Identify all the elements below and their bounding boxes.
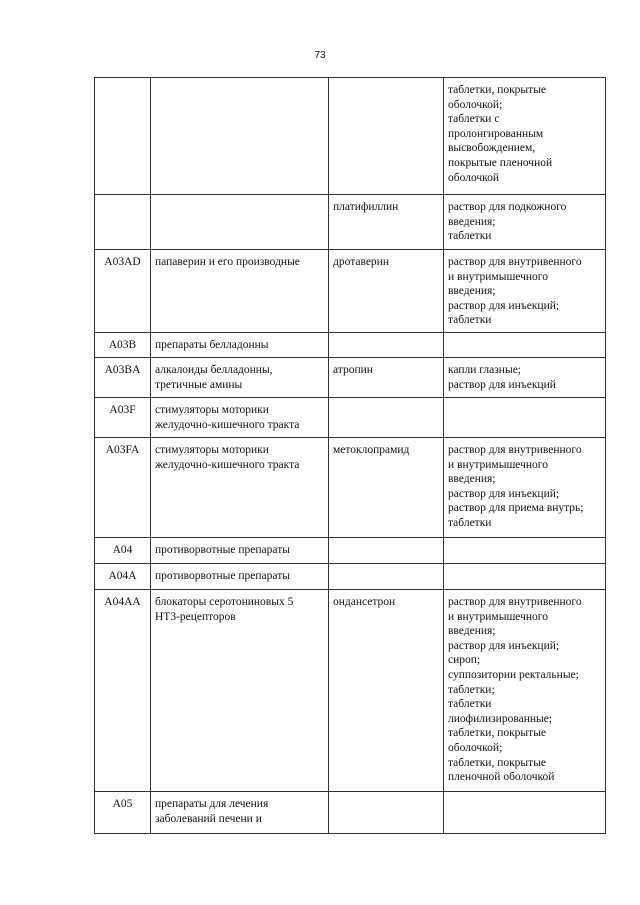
table-row — [95, 358, 606, 398]
atc-code-cell: A03FA — [95, 438, 151, 538]
page-number: 73 — [314, 50, 326, 61]
substance-cell — [329, 792, 444, 834]
atc-code-cell: A05 — [95, 792, 151, 834]
substance-cell: атропин — [329, 358, 444, 398]
atc-code-cell: A04AA — [95, 590, 151, 792]
substance-cell — [329, 78, 444, 195]
table-row — [95, 250, 606, 333]
substance-cell: метоклопрамид — [329, 438, 444, 538]
dosage-form-cell: раствор для внутривенного и внутримышечного введения; раствор для инъекций; сироп; суппозитории ректальные; таблетки; таблетки лиофилизированные; таблетки, покрытые оболочкой; таблетки, покрытые пленочной оболочкой — [444, 590, 606, 792]
group-cell: алкалоиды белладонны, третичные амины — [151, 358, 329, 398]
dosage-form-cell — [444, 792, 606, 834]
table-row — [95, 333, 606, 358]
substance-cell — [329, 538, 444, 564]
group-cell — [151, 78, 329, 195]
atc-code-cell: A03AD — [95, 250, 151, 333]
atc-code-cell: A03BA — [95, 358, 151, 398]
table-row — [95, 792, 606, 834]
atc-code-cell: A03F — [95, 398, 151, 438]
dosage-form-cell — [444, 398, 606, 438]
dosage-form-cell: раствор для внутривенного и внутримышечного введения; раствор для инъекций; раствор для приема внутрь; таблетки — [444, 438, 606, 538]
group-cell: препараты белладонны — [151, 333, 329, 358]
table-row — [95, 398, 606, 438]
dosage-form-cell: раствор для внутривенного и внутримышечного введения; раствор для инъекций; таблетки — [444, 250, 606, 333]
substance-cell: платифиллин — [329, 195, 444, 250]
drug-table — [94, 77, 606, 834]
dosage-form-cell — [444, 538, 606, 564]
atc-code-cell: A04A — [95, 564, 151, 590]
group-cell: препараты для лечения заболеваний печени и — [151, 792, 329, 834]
group-cell: блокаторы серотониновых 5 НТ3-рецепторов — [151, 590, 329, 792]
substance-cell — [329, 398, 444, 438]
group-cell: противорвотные препараты — [151, 538, 329, 564]
substance-cell — [329, 564, 444, 590]
dosage-form-cell — [444, 333, 606, 358]
table-row — [95, 438, 606, 538]
substance-cell: дротаверин — [329, 250, 444, 333]
group-cell: папаверин и его производные — [151, 250, 329, 333]
table-row — [95, 538, 606, 564]
table-row — [95, 564, 606, 590]
group-cell: стимуляторы моторики желудочно-кишечного тракта — [151, 398, 329, 438]
substance-cell: ондансетрон — [329, 590, 444, 792]
group-cell: стимуляторы моторики желудочно-кишечного тракта — [151, 438, 329, 538]
group-cell — [151, 195, 329, 250]
dosage-form-cell: таблетки, покрытые оболочкой; таблетки с пролонгированным высвобождением, покрытые пленочной оболочкой — [444, 78, 606, 195]
group-cell: противорвотные препараты — [151, 564, 329, 590]
dosage-form-cell — [444, 564, 606, 590]
atc-code-cell — [95, 78, 151, 195]
substance-cell — [329, 333, 444, 358]
atc-code-cell: A04 — [95, 538, 151, 564]
table-row — [95, 195, 606, 250]
dosage-form-cell: капли глазные; раствор для инъекций — [444, 358, 606, 398]
dosage-form-cell: раствор для подкожного введения; таблетки — [444, 195, 606, 250]
table-row — [95, 78, 606, 195]
atc-code-cell — [95, 195, 151, 250]
atc-code-cell: A03B — [95, 333, 151, 358]
table-row — [95, 590, 606, 792]
